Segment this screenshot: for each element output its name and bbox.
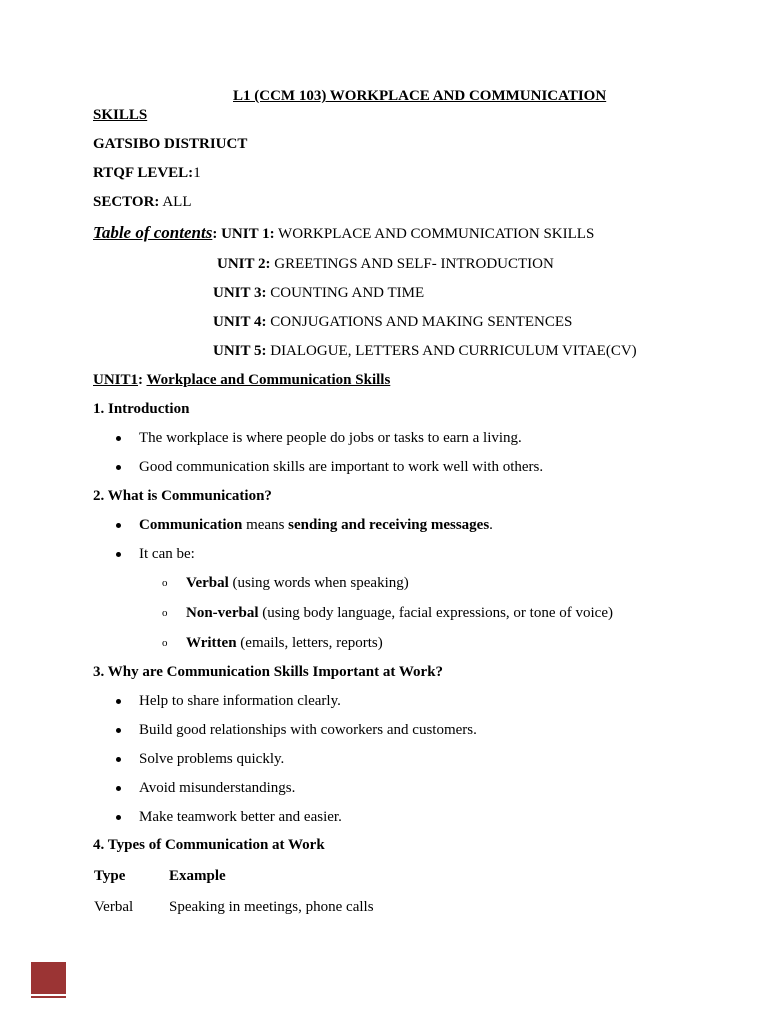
toc-unit3-label: UNIT 3: xyxy=(213,285,267,301)
section-types-heading xyxy=(93,836,325,854)
list-item: Good communication skills are important to work well with others. xyxy=(139,459,544,475)
toc-row-4 xyxy=(213,313,572,331)
sub-text: (using body language, facial expressions, or tone of voice) xyxy=(258,605,613,621)
sector-line xyxy=(93,193,192,211)
table-cell-type: Verbal xyxy=(94,899,134,915)
sub-list-item xyxy=(186,604,613,622)
rtqf-line xyxy=(93,164,201,182)
table-header-example: Example xyxy=(169,868,226,884)
title-line2: SKILLS xyxy=(93,107,148,123)
list-item: Make teamwork better and easier. xyxy=(139,809,342,825)
unit1-heading xyxy=(93,371,390,389)
list-item: Help to share information clearly. xyxy=(139,693,341,709)
bullet-icon xyxy=(116,523,121,528)
rtqf-label: RTQF LEVEL: xyxy=(93,165,194,181)
sub-strong: Written xyxy=(186,635,237,651)
sub-list-item xyxy=(186,634,383,652)
document-title xyxy=(233,87,606,105)
what-b1-end: . xyxy=(489,517,493,533)
sector-value: ALL xyxy=(159,194,192,210)
toc-unit5-label: UNIT 5: xyxy=(213,343,267,359)
why-heading: 3. Why are Communication Skills Important at Work? xyxy=(93,664,444,680)
toc-unit1-text: WORKPLACE AND COMMUNICATION SKILLS xyxy=(274,226,595,242)
toc-unit4-label: UNIT 4: xyxy=(213,314,267,330)
toc-unit2-label: UNIT 2: xyxy=(217,256,271,272)
sub-text: (using words when speaking) xyxy=(228,575,409,591)
title-line1: L1 (CCM 103) WORKPLACE AND COMMUNICATION xyxy=(233,88,607,104)
page-footer-rule xyxy=(31,996,66,998)
toc-colon: : xyxy=(212,226,218,242)
sector-label: SECTOR: xyxy=(93,194,160,210)
section-what-heading xyxy=(93,487,272,505)
sub-list-item xyxy=(186,574,409,592)
what-b1-strong2: sending and receiving messages xyxy=(288,517,490,533)
list-item: Avoid misunderstandings. xyxy=(139,780,296,796)
sub-text: (emails, letters, reports) xyxy=(236,635,383,651)
intro-heading: 1. Introduction xyxy=(93,401,190,417)
circle-bullet-icon: o xyxy=(162,637,168,649)
section-why-heading xyxy=(93,663,443,681)
list-item: Solve problems quickly. xyxy=(139,751,285,767)
what-b1-strong1: Communication xyxy=(139,517,243,533)
toc-unit3-text: COUNTING AND TIME xyxy=(266,285,425,301)
what-heading: 2. What is Communication? xyxy=(93,488,272,504)
toc-unit2-text: GREETINGS AND SELF- INTRODUCTION xyxy=(270,256,554,272)
toc-heading: Table of contents xyxy=(93,223,213,242)
page-footer-mark xyxy=(31,962,66,994)
title-continuation xyxy=(93,106,147,124)
list-item: The workplace is where people do jobs or tasks to earn a living. xyxy=(139,430,522,446)
bullet-icon xyxy=(116,757,121,762)
circle-bullet-icon: o xyxy=(162,607,168,619)
toc-unit1-label: UNIT 1: xyxy=(221,226,275,242)
bullet-icon xyxy=(116,552,121,557)
sub-strong: Non-verbal xyxy=(186,605,259,621)
what-b1-mid: means xyxy=(242,517,289,533)
bullet-icon xyxy=(116,815,121,820)
toc-row-5 xyxy=(213,342,637,360)
types-heading: 4. Types of Communication at Work xyxy=(93,837,325,853)
unit1-title: Workplace and Communication Skills xyxy=(146,372,391,388)
district-line xyxy=(93,135,247,153)
list-item: It can be: xyxy=(139,546,195,562)
table-cell-example: Speaking in meetings, phone calls xyxy=(169,899,374,915)
district-text: GATSIBO DISTRIUCT xyxy=(93,136,248,152)
toc-unit4-text: CONJUGATIONS AND MAKING SENTENCES xyxy=(266,314,573,330)
unit1-label: UNIT1 xyxy=(93,372,139,388)
bullet-icon xyxy=(116,436,121,441)
toc-row-3 xyxy=(213,284,424,302)
unit1-sep: : xyxy=(138,372,147,388)
bullet-icon xyxy=(116,465,121,470)
rtqf-value: 1 xyxy=(193,165,201,181)
toc-row-1 xyxy=(93,224,594,243)
bullet-icon xyxy=(116,786,121,791)
sub-strong: Verbal xyxy=(186,575,229,591)
list-item xyxy=(139,516,493,534)
bullet-icon xyxy=(116,699,121,704)
toc-row-2 xyxy=(217,255,554,273)
bullet-icon xyxy=(116,728,121,733)
list-item: Build good relationships with coworkers and customers. xyxy=(139,722,477,738)
circle-bullet-icon: o xyxy=(162,577,168,589)
toc-unit5-text: DIALOGUE, LETTERS AND CURRICULUM VITAE(CV) xyxy=(266,343,637,359)
section-intro-heading xyxy=(93,400,189,418)
table-header-type: Type xyxy=(94,868,126,884)
